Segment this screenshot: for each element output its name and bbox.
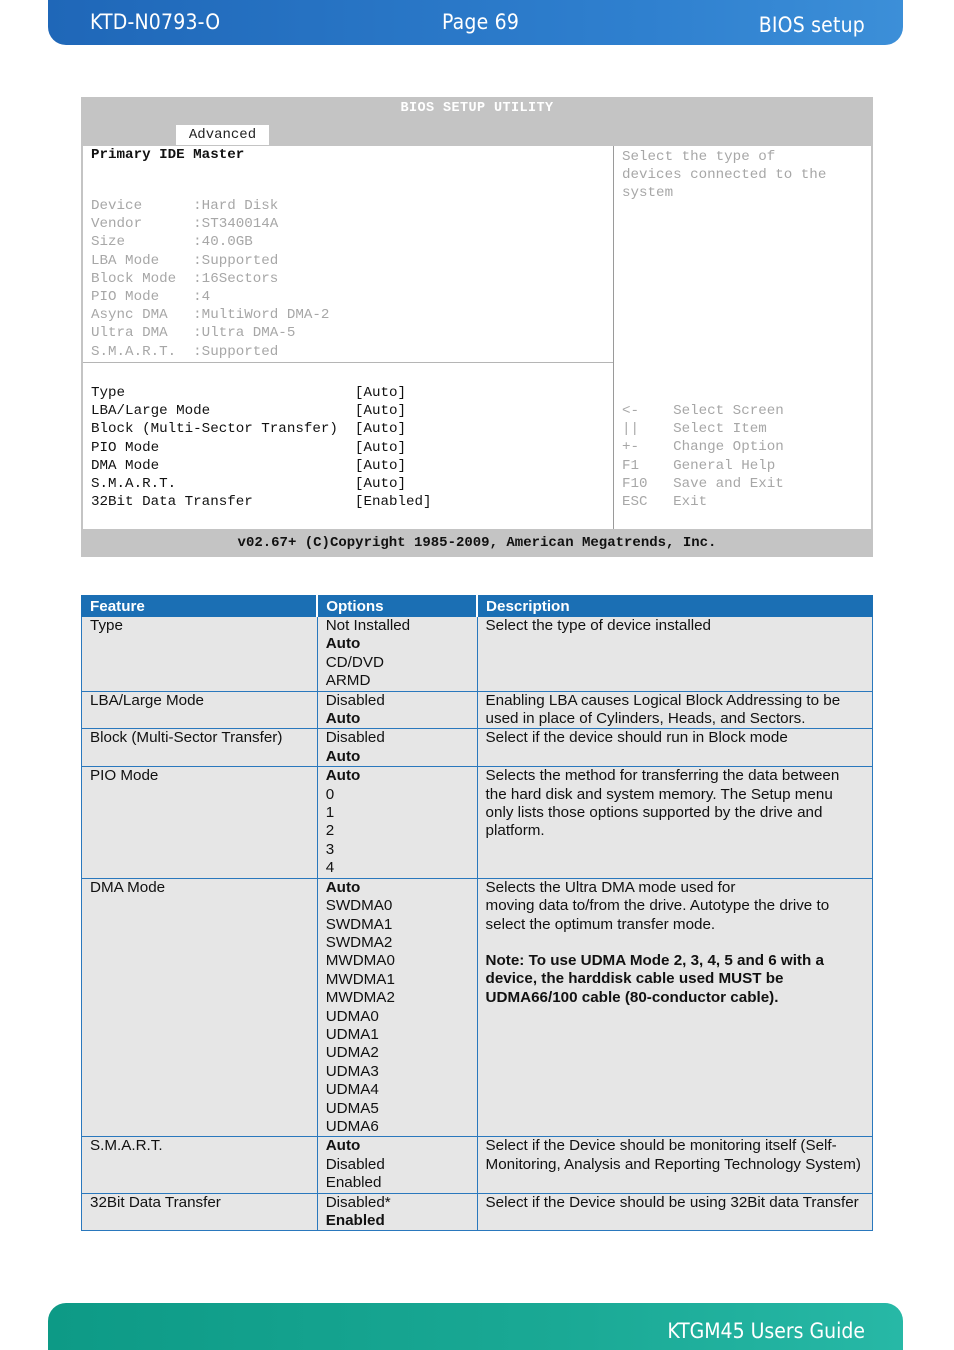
table-row — [82, 691, 873, 729]
key-legend-line: <- Select Screen — [622, 403, 784, 419]
device-info-line: Vendor :ST340014A — [91, 216, 279, 233]
option-value: MWDMA2 — [325, 989, 395, 1007]
feature-table — [81, 595, 873, 1231]
guide-title: KTGM45 Users Guide — [667, 1319, 865, 1343]
option-value: Disabled — [325, 1155, 385, 1173]
option-value: UDMA6 — [325, 1117, 379, 1135]
table-row — [82, 1137, 873, 1193]
options-cell — [317, 878, 477, 1137]
device-info-line: Ultra DMA :Ultra DMA-5 — [91, 325, 296, 342]
option-value: UDMA0 — [325, 1007, 379, 1025]
table-row — [82, 878, 873, 1137]
table-row — [82, 729, 873, 767]
options-cell — [317, 691, 477, 729]
description-cell — [477, 1193, 872, 1231]
description-cell — [477, 729, 872, 767]
device-info-line: Device :Hard Disk — [91, 198, 279, 214]
bios-help-panel — [614, 146, 871, 529]
feature-cell: LBA/Large Mode — [82, 691, 318, 729]
option-value: UDMA1 — [325, 1025, 379, 1043]
option-value: Enabled — [325, 1174, 382, 1192]
bios-heading: Primary IDE Master — [91, 147, 245, 163]
options-cell — [317, 1193, 477, 1231]
options-cell — [317, 729, 477, 767]
description-text: moving data to/from the drive. Autotype the drive to select the optimum transfer mode. — [485, 897, 830, 933]
option-value: Auto — [325, 635, 361, 653]
setting-item[interactable]: Block (Multi-Sector Transfer) [Auto] — [91, 421, 407, 438]
option-value: ARMD — [325, 672, 371, 690]
device-info-line: PIO Mode :4 — [91, 289, 211, 305]
description-cell — [477, 878, 872, 1137]
feature-cell: Type — [82, 617, 318, 692]
device-info-line: Async DMA :MultiWord DMA-2 — [91, 307, 330, 324]
setting-item[interactable]: LBA/Large Mode [Auto] — [91, 403, 407, 420]
option-value: 0 — [325, 785, 335, 803]
bios-copyright: v02.67+ (C)Copyright 1985-2009, American Megatrends, Inc. — [237, 535, 717, 551]
option-value: UDMA3 — [325, 1062, 379, 1080]
table-header-row — [82, 596, 873, 617]
description-text — [486, 934, 864, 952]
setting-item[interactable]: 32Bit Data Transfer [Enabled] — [91, 494, 432, 511]
table-row — [82, 767, 873, 878]
description-cell — [477, 617, 872, 692]
description-text: Note: To use UDMA Mode 2, 3, 4, 5 and 6 with a device, the harddisk cable used MUST be UDMA66/100 cable (80-conductor cable). — [485, 951, 824, 1006]
key-legend-line: +- Change Option — [622, 439, 784, 456]
device-info-line: S.M.A.R.T. :Supported — [91, 343, 279, 360]
help-line: devices connected to the — [622, 167, 827, 184]
setting-item[interactable]: PIO Mode [Auto] — [91, 439, 407, 456]
option-value: Disabled — [325, 691, 385, 709]
options-cell — [317, 617, 477, 692]
description-cell — [477, 691, 872, 729]
option-value: Auto — [325, 747, 361, 765]
option-value: Auto — [325, 1137, 361, 1155]
feature-cell: 32Bit Data Transfer — [82, 1193, 318, 1231]
description-cell — [477, 1137, 872, 1193]
option-value: MWDMA1 — [325, 970, 395, 988]
table-row — [82, 617, 873, 692]
options-cell — [317, 1137, 477, 1193]
table-body — [82, 617, 873, 1231]
description-cell — [477, 767, 872, 878]
option-value: Disabled* — [325, 1193, 391, 1211]
help-line: system — [622, 185, 674, 202]
section-title: BIOS setup — [758, 13, 865, 37]
option-value: Auto — [325, 878, 361, 896]
option-value: SWDMA0 — [325, 897, 393, 915]
option-value: 1 — [325, 804, 335, 822]
option-value: 4 — [325, 859, 335, 877]
col-header-options: Options — [317, 596, 477, 617]
feature-cell: S.M.A.R.T. — [82, 1137, 318, 1193]
page-footer — [48, 1303, 903, 1350]
description-text: Select if the device should run in Block mode — [485, 729, 788, 747]
key-legend-line: F10 Save and Exit — [622, 475, 784, 492]
description-text: Select if the Device should be monitoring itself (Self-Monitoring, Analysis and Reporting Technology System) — [485, 1137, 861, 1173]
option-value: MWDMA0 — [325, 952, 395, 970]
col-header-description: Description — [477, 596, 872, 617]
option-value: Disabled — [325, 729, 385, 747]
option-value: UDMA5 — [325, 1099, 379, 1117]
feature-cell: PIO Mode — [82, 767, 318, 878]
bios-screen — [81, 97, 873, 557]
tab-advanced[interactable]: Advanced — [176, 125, 269, 145]
description-text: Selects the method for transferring the data between the hard disk and system memory. The Setup menu only lists those options supported by the drive and platform. — [485, 767, 840, 840]
option-value: SWDMA1 — [325, 915, 393, 933]
bios-main-panel — [83, 146, 614, 529]
doc-id: KTD-N0793-O — [90, 10, 221, 34]
table-row — [82, 1193, 873, 1231]
option-value: 3 — [325, 840, 335, 858]
feature-cell: DMA Mode — [82, 878, 318, 1137]
options-cell — [317, 767, 477, 878]
option-value: Auto — [325, 767, 361, 785]
option-value: Enabled — [325, 1212, 385, 1229]
key-legend-line: F1 General Help — [622, 457, 776, 474]
bios-title: BIOS SETUP UTILITY — [400, 101, 554, 116]
setting-item[interactable]: Type [Auto] — [91, 385, 407, 401]
device-info-line: Size :40.0GB — [91, 234, 253, 251]
setting-item[interactable]: S.M.A.R.T. [Auto] — [91, 476, 407, 492]
divider — [83, 362, 613, 363]
option-value: Auto — [325, 710, 361, 728]
option-value: UDMA2 — [325, 1044, 379, 1062]
key-legend-line: ESC Exit — [622, 494, 708, 510]
page-header — [48, 0, 903, 45]
key-legend-line: || Select Item — [622, 421, 767, 438]
feature-cell: Block (Multi-Sector Transfer) — [82, 729, 318, 767]
col-header-feature: Feature — [82, 596, 318, 617]
setting-item[interactable]: DMA Mode [Auto] — [91, 457, 407, 474]
description-text: Select the type of device installed — [485, 617, 711, 634]
description-text: Select if the Device should be using 32Bit data Transfer — [485, 1193, 859, 1211]
option-value: 2 — [325, 822, 335, 840]
option-value: UDMA4 — [325, 1081, 379, 1099]
description-text: Selects the Ultra DMA mode used for — [485, 878, 736, 896]
description-text: Enabling LBA causes Logical Block Addressing to be used in place of Cylinders, Heads, and Sectors. — [485, 691, 841, 728]
option-value: Not Installed — [325, 617, 411, 634]
device-info-line: Block Mode :16Sectors — [91, 270, 279, 287]
help-line: Select the type of — [622, 149, 776, 165]
device-info-line: LBA Mode :Supported — [91, 252, 279, 269]
option-value: CD/DVD — [325, 653, 384, 671]
option-value: SWDMA2 — [325, 933, 393, 951]
page-number: Page 69 — [442, 10, 520, 34]
